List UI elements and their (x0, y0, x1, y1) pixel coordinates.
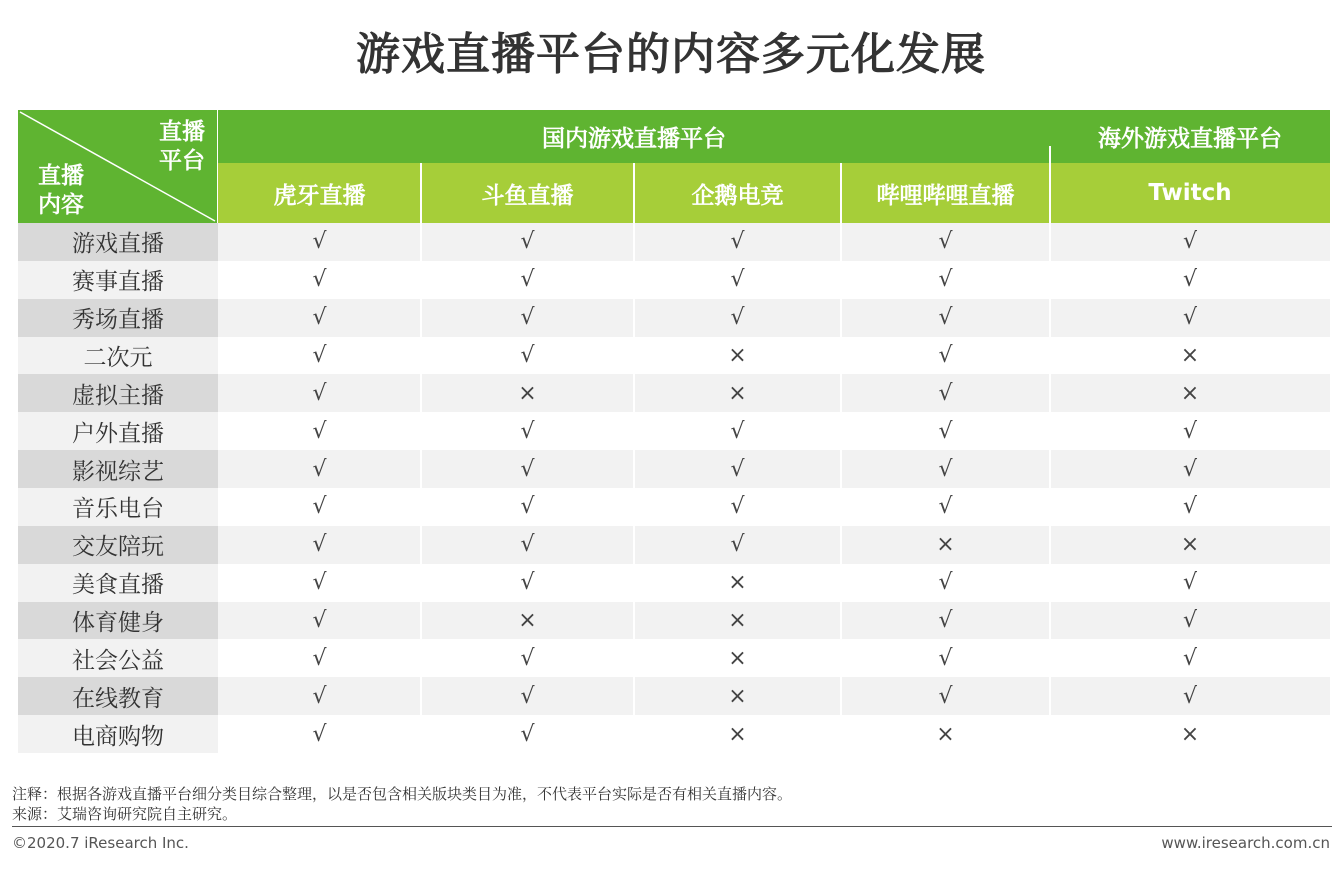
column-separator (840, 163, 842, 753)
table-cell: √ (841, 337, 1050, 375)
table-cell: √ (634, 526, 841, 564)
table-cell: × (1050, 526, 1330, 564)
table-cell: √ (421, 639, 634, 677)
table-cell: √ (634, 223, 841, 261)
table-cell: √ (841, 488, 1050, 526)
column-header: 哔哩哔哩直播 (841, 163, 1050, 223)
table-cell: √ (421, 526, 634, 564)
group-header-overseas: 海外游戏直播平台 (1050, 110, 1330, 163)
table-cell: √ (841, 223, 1050, 261)
column-separator (633, 163, 635, 753)
corner-platform-label: 直播 平台 (159, 119, 205, 174)
table-cell: √ (218, 450, 421, 488)
table-cell: √ (841, 299, 1050, 337)
column-header: 企鹅电竞 (634, 163, 841, 223)
row-label: 音乐电台 (18, 488, 218, 526)
copyright-text: ©2020.7 iResearch Inc. (12, 834, 189, 852)
table-cell: √ (634, 299, 841, 337)
platform-content-table (18, 110, 1330, 753)
table-cell: √ (218, 261, 421, 299)
row-label: 在线教育 (18, 677, 218, 715)
row-label: 游戏直播 (18, 223, 218, 261)
table-cell: × (421, 602, 634, 640)
row-label: 秀场直播 (18, 299, 218, 337)
row-label: 交友陪玩 (18, 526, 218, 564)
group-separator (1049, 146, 1051, 753)
group-header-domestic: 国内游戏直播平台 (218, 110, 1050, 163)
table-cell: √ (421, 488, 634, 526)
table-cell: √ (841, 450, 1050, 488)
table-cell: × (634, 337, 841, 375)
column-header: 斗鱼直播 (421, 163, 634, 223)
table-cell: √ (421, 677, 634, 715)
table-cell: √ (1050, 299, 1330, 337)
table-cell: √ (841, 564, 1050, 602)
table-cell: √ (634, 488, 841, 526)
row-label: 电商购物 (18, 715, 218, 753)
row-label: 影视综艺 (18, 450, 218, 488)
footer-divider (12, 826, 1332, 827)
table-cell: × (634, 564, 841, 602)
row-label: 户外直播 (18, 412, 218, 450)
table-cell: √ (634, 412, 841, 450)
table-cell: × (634, 639, 841, 677)
row-label: 赛事直播 (18, 261, 218, 299)
row-label: 体育健身 (18, 602, 218, 640)
website-url: www.iresearch.com.cn (1161, 834, 1330, 852)
table-cell: √ (841, 374, 1050, 412)
table-cell: √ (1050, 677, 1330, 715)
table-cell: √ (634, 450, 841, 488)
table-cell: × (841, 526, 1050, 564)
table-cell: × (1050, 337, 1330, 375)
table-cell: √ (421, 715, 634, 753)
table-cell: √ (421, 223, 634, 261)
table-cell: √ (1050, 602, 1330, 640)
table-cell: √ (218, 412, 421, 450)
column-header: 虎牙直播 (218, 163, 421, 223)
table-cell: √ (1050, 412, 1330, 450)
table-cell: √ (218, 299, 421, 337)
table-cell: √ (634, 261, 841, 299)
table-cell: × (841, 715, 1050, 753)
table-cell: √ (841, 677, 1050, 715)
table-cell: √ (1050, 564, 1330, 602)
table-cell: √ (421, 412, 634, 450)
table-cell: √ (841, 261, 1050, 299)
row-label: 美食直播 (18, 564, 218, 602)
table-cell: √ (1050, 223, 1330, 261)
table-cell: √ (1050, 639, 1330, 677)
table-cell: √ (841, 639, 1050, 677)
corner-content-label: 直播 内容 (38, 163, 84, 218)
table-corner (18, 110, 217, 223)
row-label: 社会公益 (18, 639, 218, 677)
table-cell: √ (218, 564, 421, 602)
table-cell: × (1050, 715, 1330, 753)
table-cell: √ (421, 299, 634, 337)
table-cell: √ (1050, 488, 1330, 526)
table-cell: √ (218, 602, 421, 640)
table-cell: √ (841, 602, 1050, 640)
table-cell: √ (218, 639, 421, 677)
table-cell: √ (218, 374, 421, 412)
table-cell: √ (1050, 450, 1330, 488)
table-cell: √ (421, 450, 634, 488)
table-cell: √ (421, 337, 634, 375)
table-cell: √ (218, 526, 421, 564)
footnote-text: 注释：根据各游戏直播平台细分类目综合整理，以是否包含相关版块类目为准，不代表平台实际是否有相关直播内容。 (12, 785, 793, 803)
table-cell: √ (218, 337, 421, 375)
table-cell: √ (218, 677, 421, 715)
row-label: 二次元 (18, 337, 218, 375)
table-cell: √ (218, 715, 421, 753)
table-cell: √ (421, 564, 634, 602)
table-cell: √ (1050, 261, 1330, 299)
table-cell: × (634, 602, 841, 640)
page-title: 游戏直播平台的内容多元化发展 (356, 29, 986, 80)
row-label: 虚拟主播 (18, 374, 218, 412)
column-header: Twitch (1050, 163, 1330, 223)
table-cell: × (634, 715, 841, 753)
table-cell: × (421, 374, 634, 412)
table-cell: √ (218, 488, 421, 526)
table-cell: √ (421, 261, 634, 299)
source-text: 来源：艾瑞咨询研究院自主研究。 (12, 805, 238, 823)
table-cell: √ (218, 223, 421, 261)
column-separator (420, 163, 422, 753)
table-cell: √ (841, 412, 1050, 450)
table-cell: × (1050, 374, 1330, 412)
table-cell: × (634, 677, 841, 715)
table-cell: × (634, 374, 841, 412)
